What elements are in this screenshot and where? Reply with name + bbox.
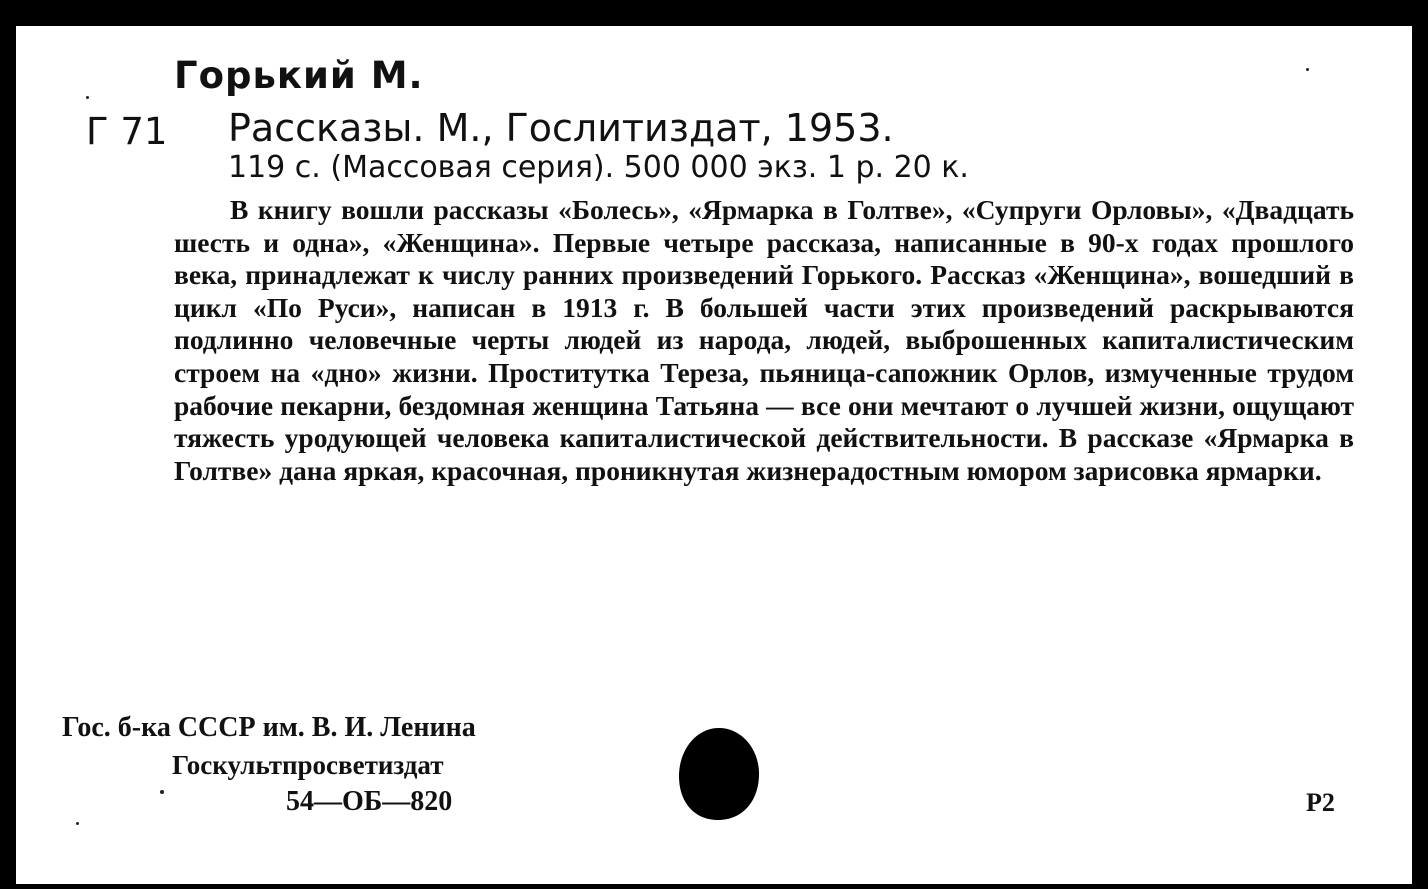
card-footer-library: Гос. б-ка СССР им. В. И. Ленина — [62, 712, 476, 743]
card-author: Горький М. — [174, 54, 424, 97]
speck-icon — [1306, 68, 1309, 71]
speck-icon — [160, 790, 164, 794]
card-shelf-mark: Г 71 — [86, 110, 168, 153]
card-title-line: Рассказы. М., Гослитиздат, 1953. — [228, 106, 894, 150]
card-footer-code: 54—ОБ—820 — [286, 786, 453, 817]
card-annotation: В книгу вошли рассказы «Болесь», «Ярмарка в Голтве», «Супруги Орловы», «Двадцать шесть и одна», «Женщина». Первые четыре рассказа, написанные в 90-х годах прошлого века, принадлежат к числу ранних произведений Горького. Рассказ «Женщина», вошедший в цикл «По Руси», написан в 1913 г. В большей части этих произведений раскрываются подлинно человечные черты людей из народа, людей, выброшенных капиталистическим строем на «дно» жизни. Проститутка Тереза, пьяница-сапожник Орлов, измученные трудом рабочие пекарни, бездомная женщина Татьяна — все они мечтают о лучшей жизни, ощущают тяжесть уродующей человека капиталистической действительности. В рассказе «Ярмарка в Голтве» дана яркая, красочная, проникнутая жизнерадостным юмором зарисовка ярмарки. — [174, 194, 1354, 486]
speck-icon — [86, 96, 89, 99]
card-imprint-line: 119 с. (Массовая серия). 500 000 экз. 1 р. 20 к. — [228, 150, 969, 185]
card-footer-publisher: Госкультпросветиздат — [172, 750, 444, 780]
punch-hole-icon — [676, 726, 762, 822]
catalog-card — [0, 26, 1412, 884]
card-footer-mark: Р2 — [1306, 788, 1335, 817]
speck-icon — [76, 822, 79, 825]
